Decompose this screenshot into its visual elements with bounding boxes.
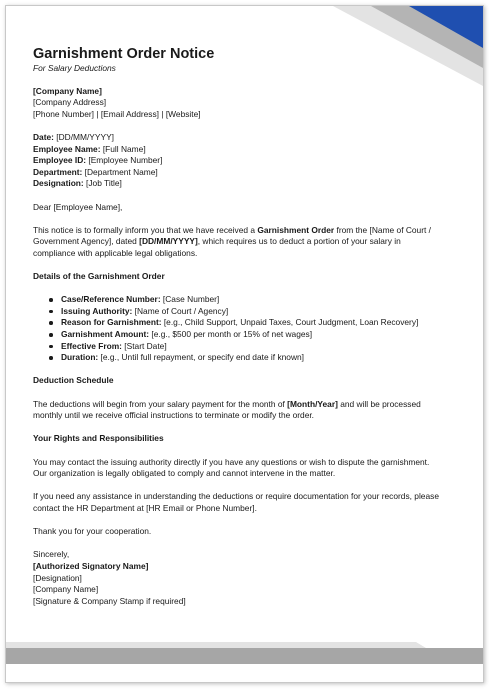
company-address: [Company Address]	[33, 97, 107, 108]
intro-text: Government Agency], dated	[33, 236, 140, 247]
date-value: [DD/MM/YYYY]	[53, 131, 114, 142]
intro-emphasis: Garnishment Order	[257, 224, 335, 235]
schedule-text: The deductions will begin from your salary payment for the month of	[33, 398, 288, 409]
employee-name-row	[33, 144, 465, 156]
company-block	[33, 86, 465, 121]
page-title: Garnishment Order Notice	[33, 46, 215, 62]
intro-emphasis: [DD/MM/YYYY]	[139, 236, 198, 247]
intro-line-2	[33, 236, 465, 248]
date-row	[33, 132, 465, 144]
salutation: Dear [Employee Name],	[33, 201, 123, 212]
signature-stamp: [Signature & Company Stamp if required]	[33, 595, 186, 606]
company-name: [Company Name]	[33, 85, 102, 96]
document-page	[5, 5, 484, 683]
page-subtitle: For Salary Deductions	[33, 63, 116, 73]
employee-id-label: Employee ID:	[33, 155, 87, 166]
schedule-paragraph	[33, 399, 465, 422]
department-label: Department:	[33, 166, 83, 177]
schedule-text: and will be processed	[337, 398, 421, 409]
designation-label: Designation:	[33, 178, 84, 189]
details-heading: Details of the Garnishment Order	[33, 271, 165, 282]
department-value: [Department Name]	[82, 166, 158, 177]
item-value: [Case Number]	[160, 294, 220, 305]
date-label: Date:	[33, 131, 54, 142]
designation-row	[33, 178, 465, 190]
thanks-line: Thank you for your cooperation.	[33, 526, 152, 537]
footer-band-gray	[6, 648, 483, 664]
item-value: [Name of Court / Agency]	[132, 305, 229, 316]
footer-band	[6, 642, 483, 682]
list-item	[61, 306, 465, 318]
item-label: Garnishment Amount:	[61, 329, 150, 340]
sincerely: Sincerely,	[33, 549, 70, 560]
item-value: [Start Date]	[121, 340, 167, 351]
signatory-name: [Authorized Signatory Name]	[33, 560, 149, 571]
rights-p2-line-2: contact the HR Department at [HR Email or Phone Number].	[33, 502, 257, 513]
intro-text: from the [Name of Court /	[334, 224, 431, 235]
employee-name-value: [Full Name]	[100, 143, 146, 154]
item-label: Reason for Garnishment:	[61, 317, 162, 328]
list-item	[61, 329, 465, 341]
rights-paragraph-2	[33, 491, 465, 514]
rights-p1-line-1: You may contact the issuing authority directly if you have any questions or wish to dispute the garnishment.	[33, 456, 430, 467]
intro-paragraph	[33, 225, 465, 260]
employee-name-label: Employee Name:	[33, 143, 101, 154]
list-item	[61, 341, 465, 353]
rights-heading: Your Rights and Responsibilities	[33, 433, 164, 444]
footer-band-light	[6, 642, 426, 648]
schedule-emphasis: [Month/Year]	[287, 398, 338, 409]
employee-info-block	[33, 132, 465, 190]
document-body	[33, 46, 465, 607]
rights-p2-line-1: If you need any assistance in understanding the deductions or require documentation for your records, please	[33, 491, 439, 502]
rights-paragraph-1	[33, 457, 465, 480]
list-item	[61, 317, 465, 329]
designation-value: [Job Title]	[83, 178, 122, 189]
item-label: Effective From:	[61, 340, 122, 351]
details-list	[33, 294, 465, 364]
signature-block	[33, 549, 465, 607]
list-item	[61, 352, 465, 364]
signatory-designation: [Designation]	[33, 572, 82, 583]
schedule-heading: Deduction Schedule	[33, 375, 114, 386]
item-value: [e.g., Until full repayment, or specify end date if known]	[98, 352, 304, 363]
rights-p1-line-2: Our organization is legally obligated to comply and cannot intervene in the matter.	[33, 468, 336, 479]
intro-line-1	[33, 225, 465, 237]
schedule-line-2: monthly until we receive official instructions to terminate or modify the order.	[33, 410, 314, 421]
item-value: [e.g., Child Support, Unpaid Taxes, Court Judgment, Loan Recovery]	[161, 317, 419, 328]
intro-line-3: compliance with applicable legal obligations.	[33, 247, 198, 258]
item-value: [e.g., $500 per month or 15% of net wages]	[149, 329, 313, 340]
item-label: Case/Reference Number:	[61, 294, 161, 305]
department-row	[33, 167, 465, 179]
item-label: Duration:	[61, 352, 99, 363]
list-item	[61, 294, 465, 306]
intro-text: , which requires us to deduct a portion of your salary in	[197, 236, 401, 247]
signatory-company: [Company Name]	[33, 584, 99, 595]
employee-id-row	[33, 155, 465, 167]
schedule-line-1	[33, 399, 465, 411]
employee-id-value: [Employee Number]	[86, 155, 163, 166]
company-contact: [Phone Number] | [Email Address] | [Website]	[33, 108, 201, 119]
intro-text: This notice is to formally inform you that we have received a	[33, 224, 258, 235]
item-label: Issuing Authority:	[61, 305, 133, 316]
